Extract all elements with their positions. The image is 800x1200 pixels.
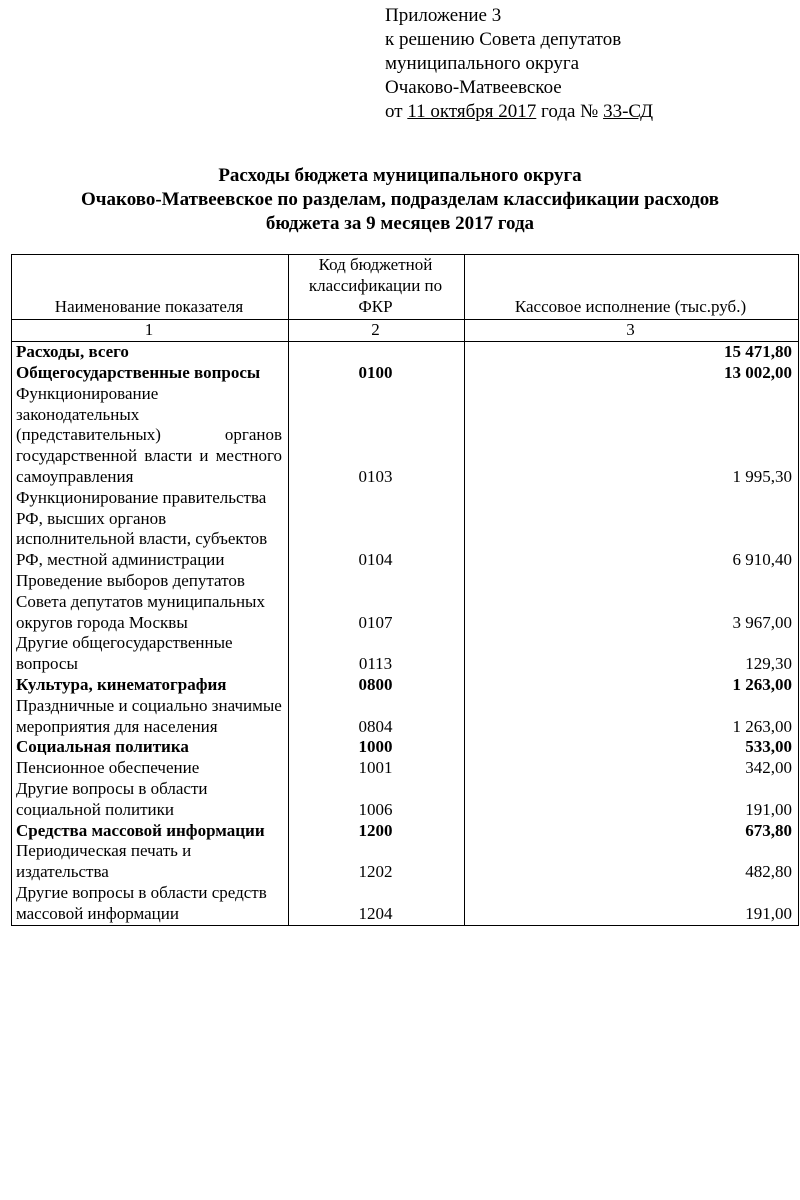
table-row	[12, 363, 799, 384]
table-row	[12, 342, 799, 363]
table-row	[12, 841, 799, 883]
table-row	[12, 883, 799, 925]
row-name: Другие вопросы в области социальной политики	[12, 779, 289, 821]
row-name: Периодическая печать и издательства	[12, 841, 289, 883]
column-number: 1	[12, 320, 289, 342]
row-amount: 129,30	[465, 633, 799, 675]
row-name: Проведение выборов депутатов Совета депутатов муниципальных округов города Москвы	[12, 571, 289, 633]
decision-date: 11 октября 2017	[407, 101, 537, 122]
decision-number: 33-СД	[603, 101, 654, 122]
appendix-title: Приложение 3	[385, 5, 502, 26]
row-amount: 191,00	[465, 779, 799, 821]
row-code: 1202	[289, 841, 465, 883]
row-amount: 673,80	[465, 821, 799, 842]
row-name: Пенсионное обеспечение	[12, 758, 289, 779]
row-code: 1001	[289, 758, 465, 779]
row-name: Культура, кинематография	[12, 675, 289, 696]
row-code: 0113	[289, 633, 465, 675]
header-name: Наименование показателя	[12, 255, 289, 320]
column-number: 3	[465, 320, 799, 342]
row-code: 1006	[289, 779, 465, 821]
date-prefix: от	[385, 101, 408, 122]
header-code: Код бюджетной классификации по ФКР	[289, 255, 465, 320]
row-name: Функционирование правительства РФ, высших органов исполнительной власти, субъектов РФ, местной администрации	[12, 488, 289, 571]
header-exec: Кассовое исполнение (тыс.руб.)	[465, 255, 799, 320]
row-amount: 533,00	[465, 737, 799, 758]
row-name: Праздничные и социально значимые мероприятия для населения	[12, 696, 289, 738]
title-line-3: бюджета за 9 месяцев 2017 года	[265, 213, 535, 234]
table-row	[12, 696, 799, 738]
row-amount: 3 967,00	[465, 571, 799, 633]
row-code: 0100	[289, 363, 465, 384]
table-row	[12, 571, 799, 633]
column-number: 2	[289, 320, 465, 342]
row-code: 1204	[289, 883, 465, 925]
appendix-header	[385, 4, 653, 124]
row-name: Средства массовой информации	[12, 821, 289, 842]
row-amount: 1 263,00	[465, 675, 799, 696]
table-row	[12, 737, 799, 758]
appendix-district-name: Очаково-Матвеевское	[385, 77, 562, 98]
row-amount: 482,80	[465, 841, 799, 883]
row-name: Расходы, всего	[12, 342, 289, 363]
row-name: Функционирование законодательных (представительных) органов государственной власти и местного самоуправления	[12, 384, 289, 488]
row-code: 0804	[289, 696, 465, 738]
title-line-2: Очаково-Матвеевское по разделам, подразделам классификации расходов	[81, 189, 719, 210]
appendix-district: муниципального округа	[385, 53, 580, 74]
row-amount: 1 995,30	[465, 384, 799, 488]
row-code: 1200	[289, 821, 465, 842]
row-code: 1000	[289, 737, 465, 758]
appendix-date-line	[385, 100, 653, 124]
row-amount: 1 263,00	[465, 696, 799, 738]
row-amount: 342,00	[465, 758, 799, 779]
row-code: 0107	[289, 571, 465, 633]
table-row	[12, 779, 799, 821]
table-row	[12, 821, 799, 842]
date-mid: года №	[536, 101, 604, 122]
row-name: Другие общегосударственные вопросы	[12, 633, 289, 675]
table-row	[12, 488, 799, 571]
row-amount: 15 471,80	[465, 342, 799, 363]
row-name: Другие вопросы в области средств массовой информации	[12, 883, 289, 925]
row-name: Социальная политика	[12, 737, 289, 758]
row-name: Общегосударственные вопросы	[12, 363, 289, 384]
row-code: 0103	[289, 384, 465, 488]
row-code: 0104	[289, 488, 465, 571]
table-row	[12, 758, 799, 779]
appendix-decision: к решению Совета депутатов	[385, 29, 622, 50]
row-code: 0800	[289, 675, 465, 696]
table-row	[12, 675, 799, 696]
expenses-table	[11, 254, 799, 926]
table-body	[12, 342, 799, 925]
table-row	[12, 633, 799, 675]
row-amount: 13 002,00	[465, 363, 799, 384]
column-numbers-row	[12, 320, 799, 342]
row-amount: 6 910,40	[465, 488, 799, 571]
title-line-1: Расходы бюджета муниципального округа	[218, 165, 582, 186]
row-amount: 191,00	[465, 883, 799, 925]
table-header-row	[12, 255, 799, 320]
table-row	[12, 384, 799, 488]
document-title	[0, 164, 800, 236]
row-code	[289, 342, 465, 363]
